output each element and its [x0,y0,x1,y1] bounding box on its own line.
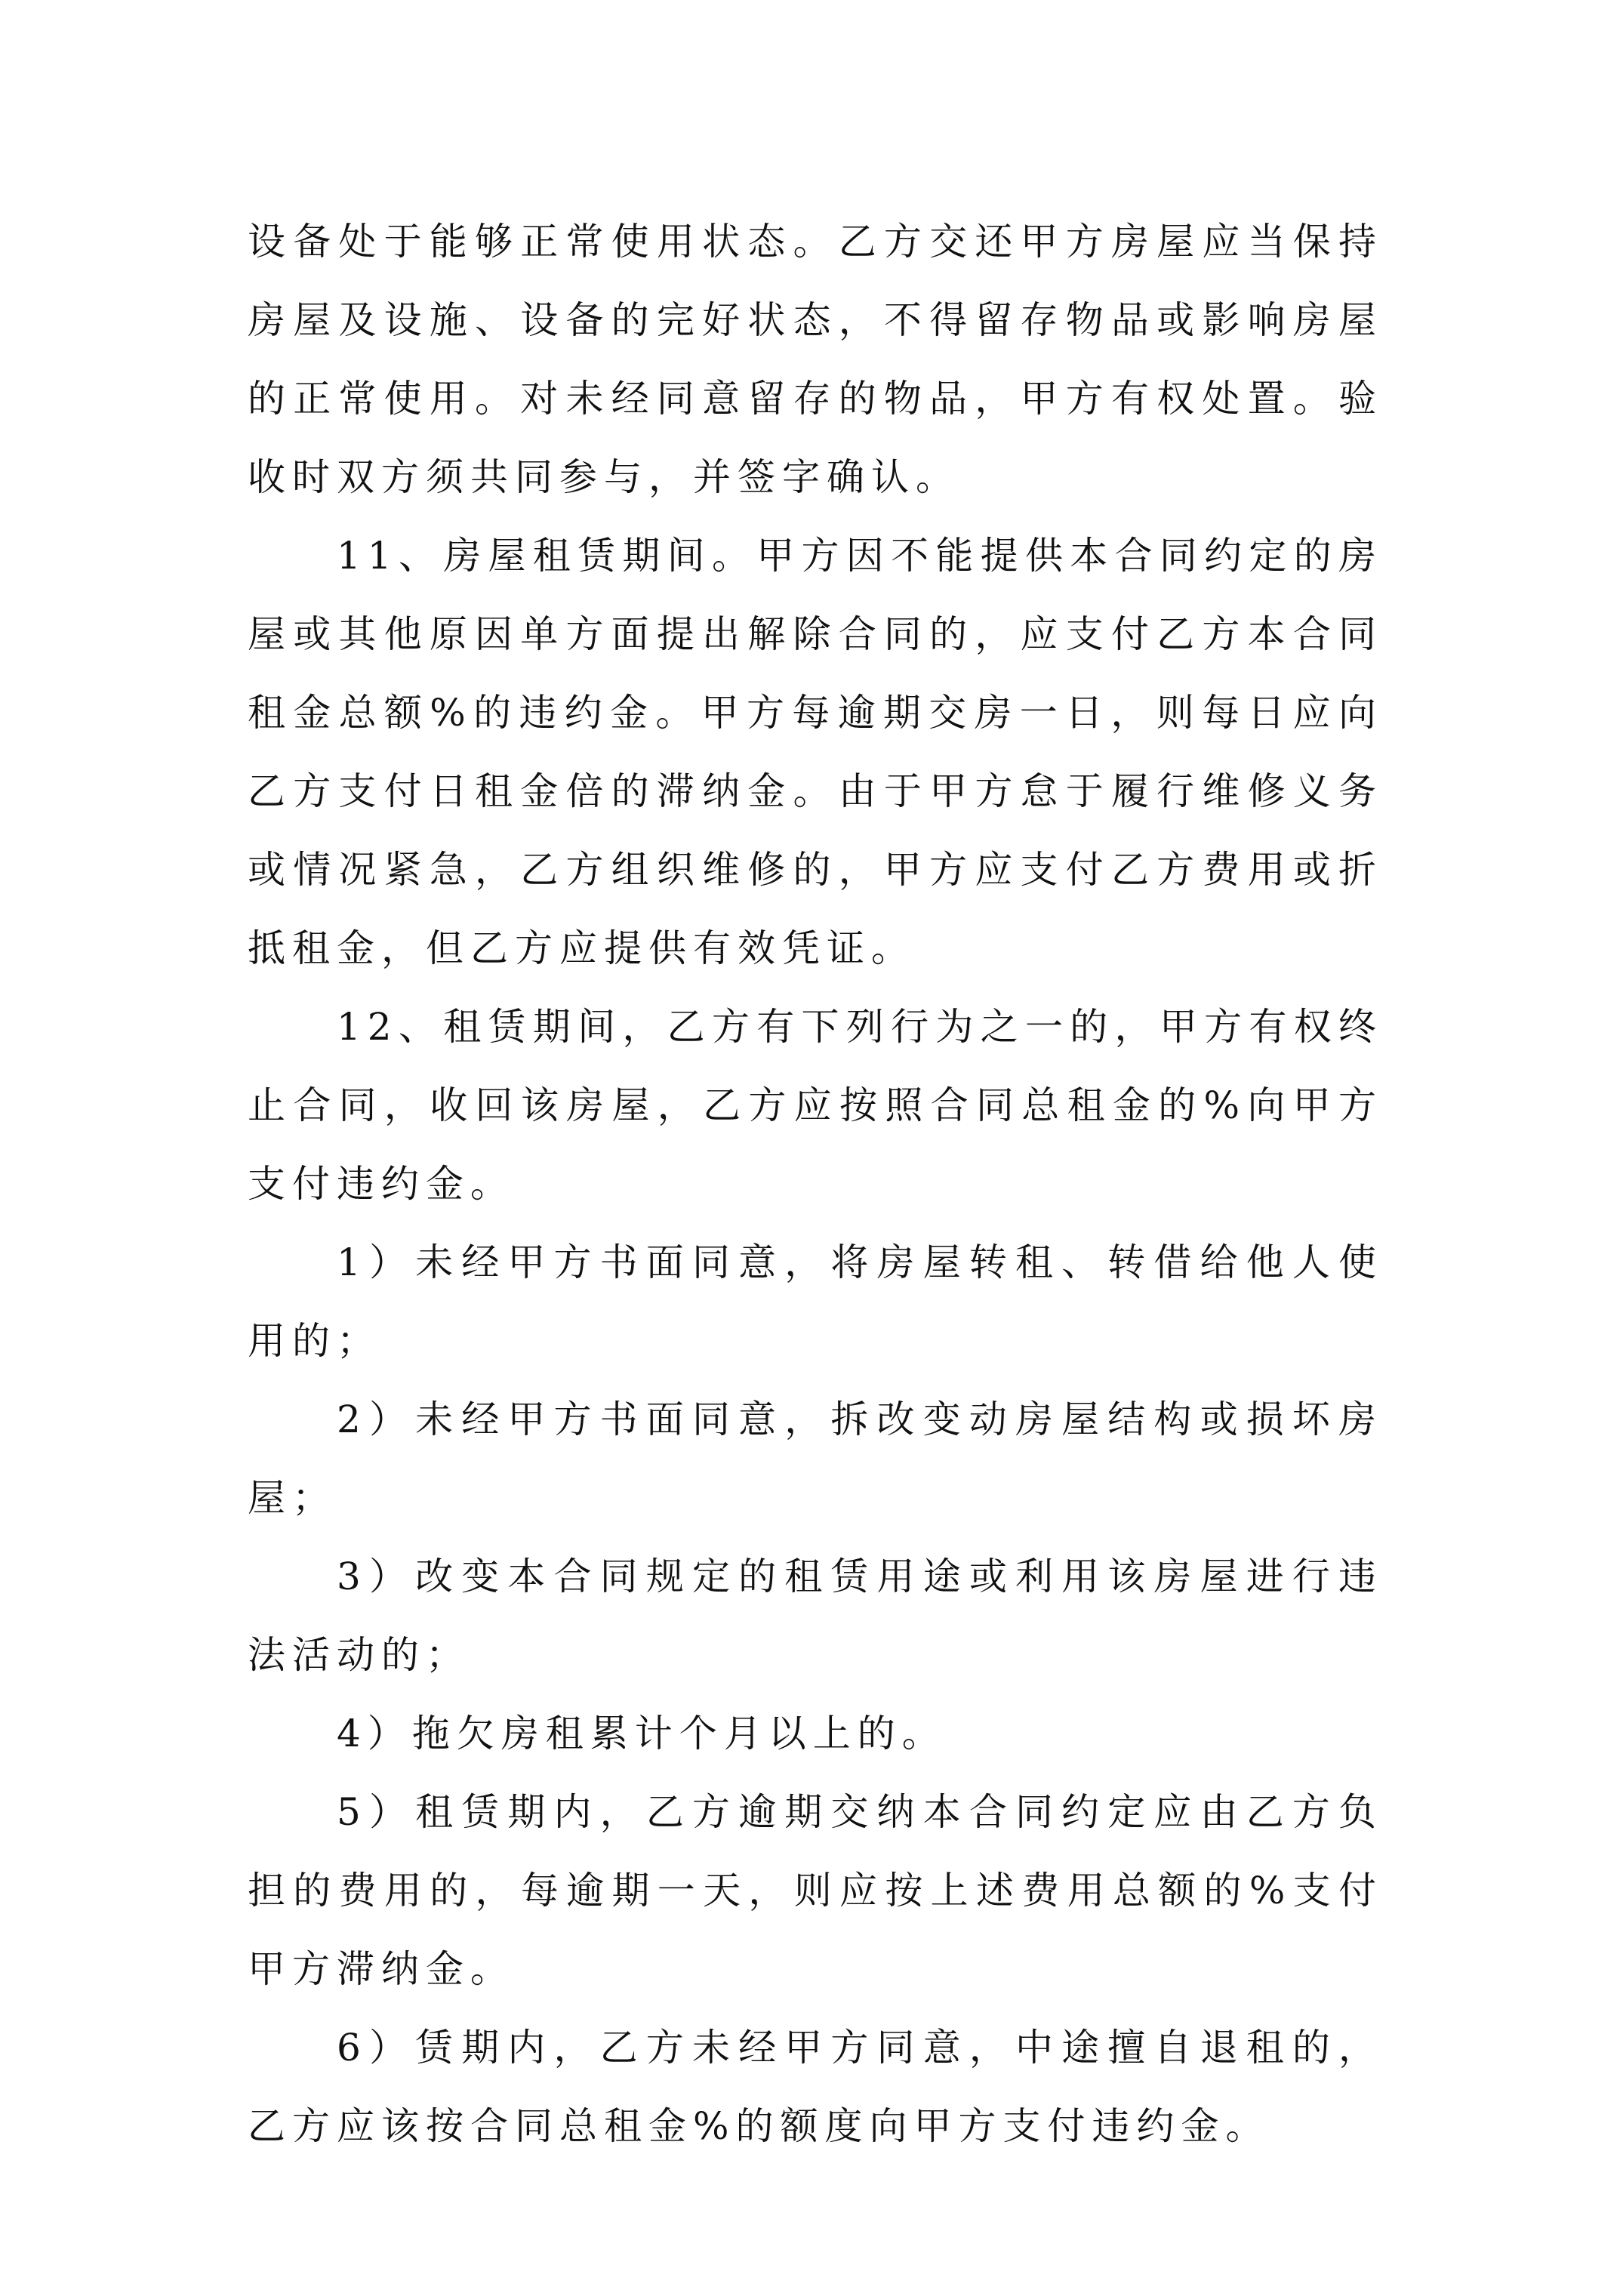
list-item-6: 6）赁期内，乙方未经甲方同意，中途擅自退租的，乙方应该按合同总租金%的额度向甲方支付违约金。 [248,2026,1383,2148]
list-item-1: 1）未经甲方书面同意，将房屋转租、转借给他人使用的； [248,1240,1383,1363]
list-item-2: 2）未经甲方书面同意，拆改变动房屋结构或损坏房屋； [248,1398,1383,1520]
list-item-3: 3）改变本合同规定的租赁用途或利用该房屋进行违法活动的； [248,1555,1383,1677]
list-item-5: 5）租赁期内，乙方逾期交纳本合同约定应由乙方负担的费用的，每逾期一天，则应按上述费用总额的%支付甲方滞纳金。 [248,1790,1383,1991]
paragraph-continuation: 设备处于能够正常使用状态。乙方交还甲方房屋应当保持房屋及设施、设备的完好状态，不得留存物品或影响房屋的正常使用。对未经同意留存的物品，甲方有权处置。验收时双方须共同参与，并签字确认。 [248,220,1383,499]
list-item-4: 4）拖欠房租累计个月以上的。 [337,1712,947,1755]
paragraph-clause-11: 11、房屋租赁期间。甲方因不能提供本合同约定的房屋或其他原因单方面提出解除合同的，应支付乙方本合同租金总额%的违约金。甲方每逾期交房一日，则每日应向乙方支付日租金倍的滞纳金。由于甲方怠于履行维修义务或情况紧急，乙方组织维修的，甲方应支付乙方费用或折抵租金，但乙方应提供有效凭证。 [248,534,1383,970]
paragraph-clause-12: 12、租赁期间，乙方有下列行为之一的，甲方有权终止合同，收回该房屋，乙方应按照合同总租金的%向甲方支付违约金。 [248,1005,1383,1206]
document-body [248,202,1383,2165]
